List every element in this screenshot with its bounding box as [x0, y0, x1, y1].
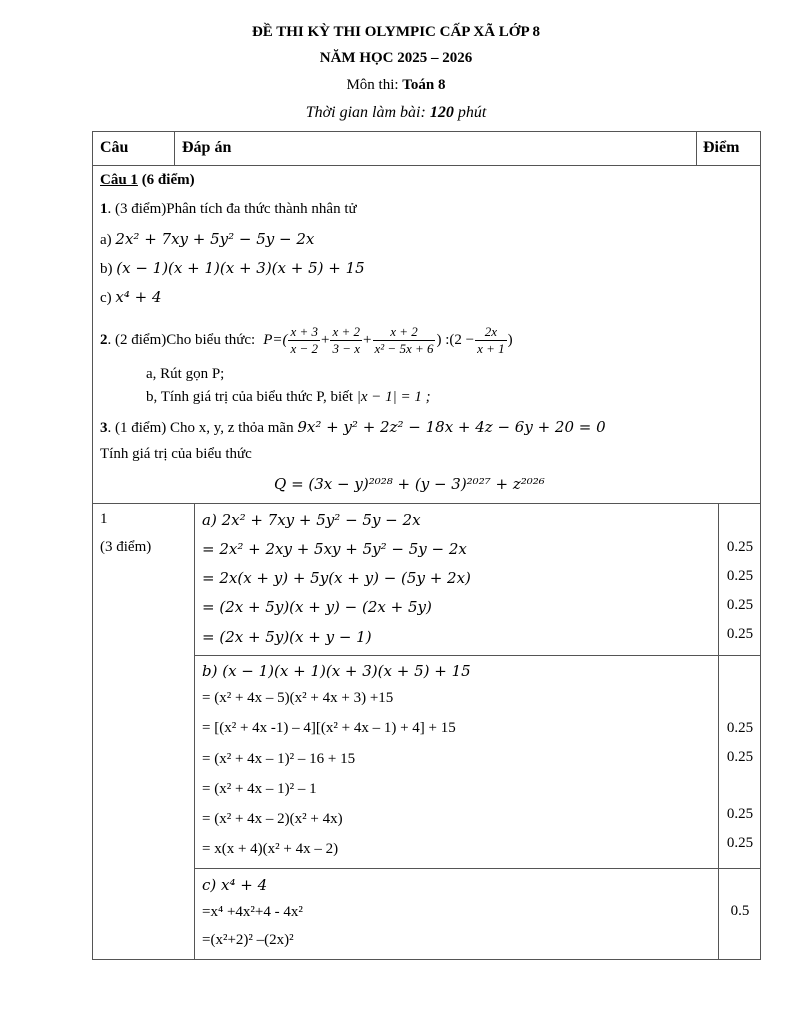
q2b-expression: |x − 1| = 1 ; — [356, 389, 431, 405]
answer-c-line: =(x²+2)² –(2x)² — [202, 932, 294, 948]
answer-b-line: = (x² + 4x – 5)(x² + 4x + 3) +15 — [202, 690, 394, 706]
q3-Q-expression: Q = (3x − y)²⁰²⁸ + (y − 3)²⁰²⁷ + z²⁰²⁶ — [274, 475, 545, 493]
time-label: Thời gian làm bài: — [305, 104, 430, 121]
q2-expression: P=( $\frac{x + 3}{x - 2}$ + $\frac{x + 2}{3 - x}$ + $\frac{x + 2}{\text{x² − 5x + 6}}$ ) :(2 − $\frac{2x}{x + 1}$ ) — [263, 323, 513, 356]
q1-text — [100, 201, 357, 218]
answer-b-line: = (x² + 4x – 1)² – 16 + 15 — [202, 751, 356, 767]
answer-b-line: = (x² + 4x – 1)² – 1 — [202, 781, 317, 797]
score-cell: 0.25 — [726, 720, 754, 736]
answer-label-points: (3 điểm) — [100, 539, 152, 555]
q1b-label: b) — [100, 261, 117, 277]
q2b-text: b, Tính giá trị của biểu thức P, biết — [146, 389, 357, 405]
answer-b-line: = x(x + 4)(x² + 4x – 2) — [202, 841, 339, 857]
score-cell: 0.25 — [726, 806, 754, 822]
q2-fraction-1: $\frac{x + 3}{x - 2}$ — [290, 323, 319, 356]
q3-expression: 9x² + y² + 2z² − 18x + 4z − 6y + 20 = 0 — [297, 418, 606, 436]
answer-c-line: =x⁴ +4x²+4 - 4x² — [202, 904, 303, 920]
time-value: 120 — [429, 104, 454, 121]
answer-a-line: = (2x + 5y)(x + y) − (2x + 5y) — [202, 598, 432, 616]
score-cell: 0.25 — [726, 749, 754, 765]
q2-number: 2 — [100, 331, 108, 348]
problem-heading-points: (6 điểm) — [137, 172, 195, 188]
answer-b-line: b) (x − 1)(x + 1)(x + 3)(x + 5) + 15 — [202, 662, 471, 680]
q2b — [146, 389, 431, 406]
answer-b-line: = (x² + 4x – 2)(x² + 4x) — [202, 811, 343, 827]
answer-c-line: c) x⁴ + 4 — [202, 876, 268, 894]
col-header-question: Câu — [100, 139, 129, 156]
q2-expr-prefix: P=( — [263, 331, 288, 348]
q2a: a, Rút gọn P; — [146, 366, 225, 382]
q1c-label: c) — [100, 290, 116, 306]
q1b-expression: (x − 1)(x + 1)(x + 3)(x + 5) + 15 — [116, 259, 365, 277]
answer-a-line: = 2x² + 2xy + 5xy + 5y² − 5y − 2x — [202, 540, 467, 558]
problem-heading-label: Câu 1 — [100, 172, 138, 188]
q2-expr-mid: ) :(2 − — [436, 331, 475, 348]
q2-description: . (2 điểm)Cho biểu thức: — [107, 331, 256, 348]
problem-heading — [100, 172, 195, 189]
col-header-answer: Đáp án — [182, 139, 232, 156]
exam-title: ĐỀ THI KỲ THI OLYMPIC CẤP XÃ LỚP 8 — [251, 24, 541, 40]
score-cell: 0.25 — [726, 539, 754, 555]
q2-fraction-2: $\frac{x + 2}{3 - x}$ — [332, 323, 361, 356]
answer-b-line: = [(x² + 4x -1) – 4][(x² + 4x – 1) + 4] + 15 — [202, 720, 456, 736]
q3-description: . (1 điểm) Cho x, y, z thỏa mãn — [107, 420, 298, 436]
q3-number: 3 — [100, 420, 108, 436]
answer-a-line: = 2x(x + y) + 5y(x + y) − (5y + 2x) — [202, 569, 471, 587]
score-cell: 0.5 — [730, 903, 750, 919]
q3-ask: Tính giá trị của biểu thức — [100, 446, 252, 462]
q1c-expression: x⁴ + 4 — [115, 288, 162, 306]
subject-value: Toán 8 — [402, 77, 446, 93]
q1a-expression: 2x² + 7xy + 5y² − 5y − 2x — [115, 230, 315, 248]
time-line — [0, 104, 792, 122]
q2-text — [100, 316, 513, 364]
answer-a-line: a) 2x² + 7xy + 5y² − 5y − 2x — [202, 511, 421, 529]
q2-fraction-3: $\frac{x + 2}{\text{x² − 5x + 6}}$ — [374, 323, 434, 356]
answer-label-number: 1 — [100, 511, 108, 527]
score-cell: 0.25 — [726, 568, 754, 584]
score-cell: 0.25 — [726, 597, 754, 613]
score-cell: 0.25 — [726, 626, 754, 642]
school-year: NĂM HỌC 2025 – 2026 — [319, 50, 473, 66]
q2-fraction-4: $\frac{2x}{x + 1}$ — [477, 323, 505, 356]
answer-a-line: = (2x + 5y)(x + y − 1) — [202, 628, 372, 646]
q2-expr-end: ) — [507, 331, 513, 348]
q1-number: 1 — [100, 201, 108, 217]
q1b — [100, 259, 365, 278]
q3-text — [100, 418, 606, 437]
q1a-label: a) — [100, 232, 116, 248]
col-header-score: Điểm — [703, 139, 740, 156]
time-unit: phút — [453, 104, 487, 121]
q1-description: . (3 điểm)Phân tích đa thức thành nhân tử — [107, 201, 357, 217]
score-cell: 0.25 — [726, 835, 754, 851]
subject-line — [0, 77, 792, 94]
q1c — [100, 288, 162, 307]
subject-label: Môn thi: — [346, 77, 403, 93]
q1a — [100, 230, 314, 249]
